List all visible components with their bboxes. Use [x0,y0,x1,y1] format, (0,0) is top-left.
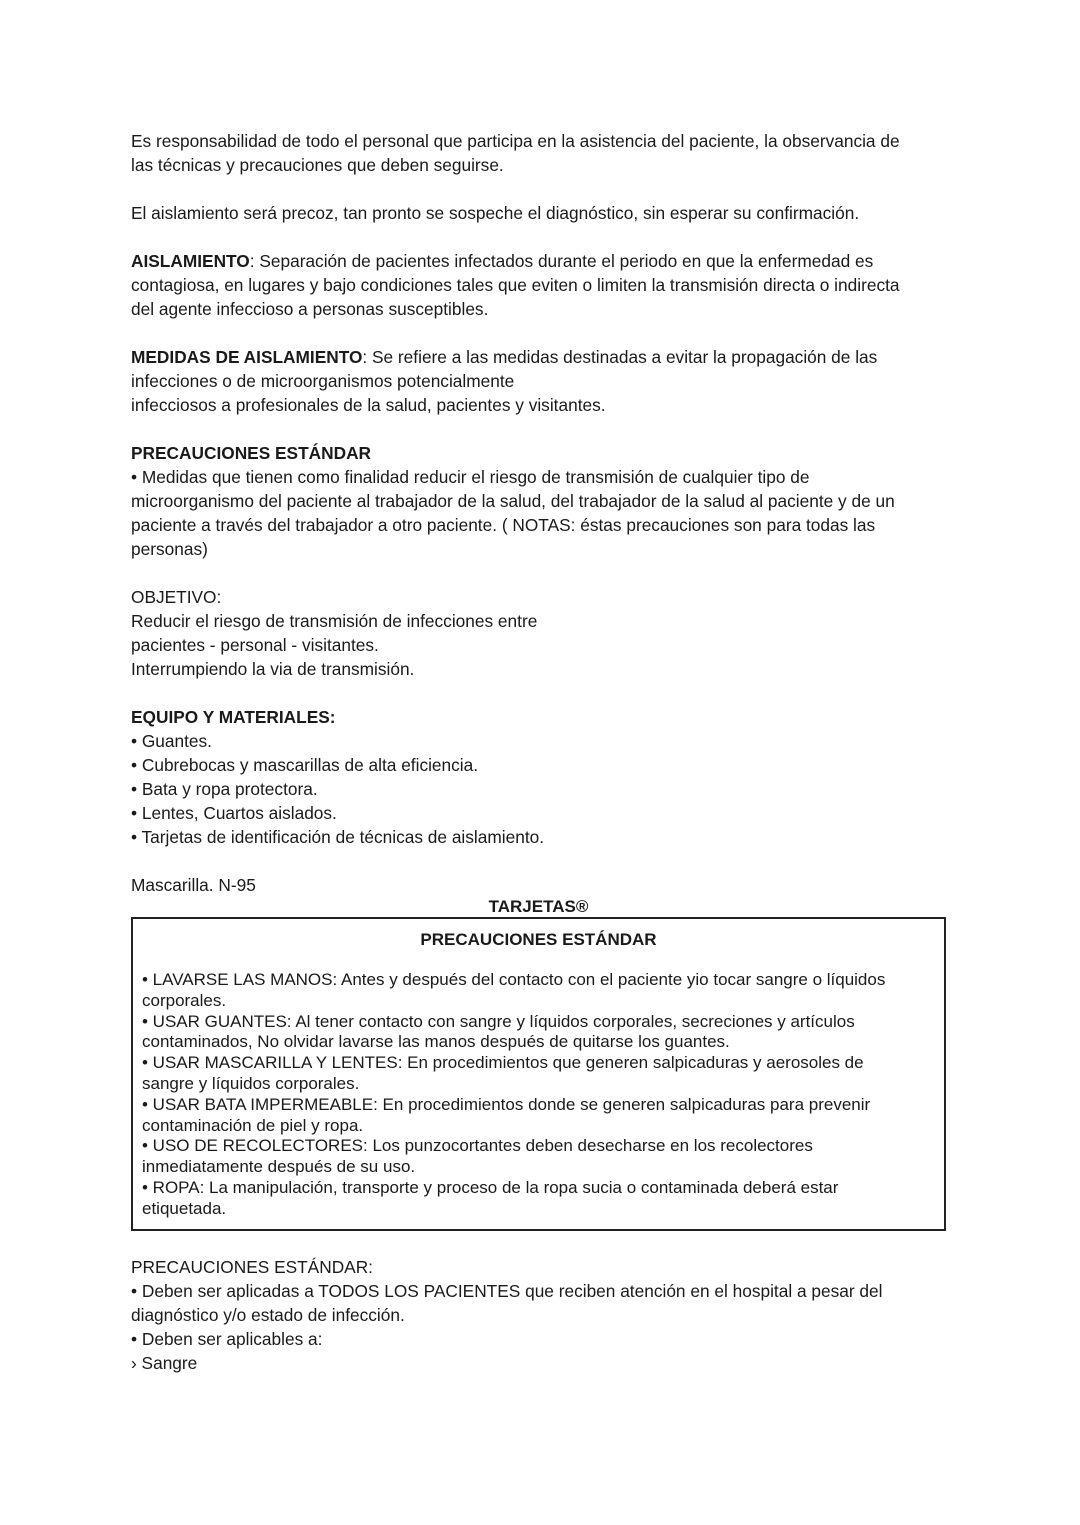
card-title: PRECAUCIONES ESTÁNDAR [420,930,657,949]
card-item [142,1178,935,1220]
text-line: infecciones o de microorganismos potencialmente [131,371,515,391]
text-line: diagnóstico y/o estado de infección. [131,1304,405,1325]
text-line: Reducir el riesgo de transmisión de infecciones entre [131,611,538,631]
text-line: contaminación de piel y ropa. [142,1115,364,1135]
text-line: • Medidas que tienen como finalidad reducir el riesgo de transmisión de cualquier tipo de [131,467,810,487]
text-line: pacientes - personal - visitantes. [131,635,379,655]
text-line: • USAR GUANTES: Al tener contacto con sangre y líquidos corporales, secreciones y artículos [142,1011,855,1031]
medidas-text: : Se refiere a las medidas destinadas a evitar la propagación de las [362,347,878,367]
text-line: Interrumpiendo la via de transmisión. [131,659,415,679]
medidas-definition [131,345,946,417]
equipo-section [131,705,946,849]
precauciones2-heading: PRECAUCIONES ESTÁNDAR: [131,1256,373,1277]
precauciones-section [131,441,946,561]
tarjetas-title: TARJETAS® [488,897,589,916]
text-line: • USAR BATA IMPERMEABLE: En procedimientos donde se generen salpicaduras para prevenir [142,1094,871,1114]
text-line: • USO DE RECOLECTORES: Los punzocortantes deben desecharse en los recolectores [142,1136,813,1156]
list-item: • Guantes. [131,731,212,751]
list-item: • Cubrebocas y mascarillas de alta eficiencia. [131,755,479,775]
text-line: infecciosos a profesionales de la salud, pacientes y visitantes. [131,395,606,415]
text-line [131,345,946,369]
mascarilla-note [131,873,946,897]
card-item [142,1012,935,1054]
precautions-card [131,917,946,1231]
text-line: las técnicas y precauciones que deben seguirse. [131,155,504,175]
equipo-heading: EQUIPO Y MATERIALES: [131,707,336,727]
text-line: paciente a través del trabajador a otro paciente. ( NOTAS: éstas precauciones son para todas las [131,515,876,535]
intro-paragraph [131,129,946,177]
text-line: • USAR MASCARILLA Y LENTES: En procedimientos que generen salpicaduras y aerosoles de [142,1053,864,1073]
card-body [142,970,935,1220]
text-line: etiquetada. [142,1198,227,1218]
text-line: • LAVARSE LAS MANOS: Antes y después del contacto con el paciente yio tocar sangre o líquidos [142,970,886,989]
document-page [131,129,946,1375]
text-line: El aislamiento será precoz, tan pronto se sospeche el diagnóstico, sin esperar su confirmación. [131,203,860,223]
card-item [142,1095,935,1137]
text-line: › Sangre [131,1352,198,1373]
text-line: sangre y líquidos corporales. [142,1073,360,1093]
text-line [131,249,946,273]
aislamiento-definition [131,249,946,321]
text-line: del agente infeccioso a personas susceptibles. [131,299,489,319]
text-line: contaminados, No olvidar lavarse las manos después de quitarse los guantes. [142,1032,730,1052]
card-item [142,1136,935,1178]
text-line: inmediatamente después de su uso. [142,1157,416,1177]
text-line: • ROPA: La manipulación, transporte y proceso de la ropa sucia o contaminada deberá estar [142,1177,839,1197]
card-item [142,970,935,1012]
text-line: Es responsabilidad de todo el personal que participa en la asistencia del paciente, la observancia de [131,131,900,151]
text-line: microorganismo del paciente al trabajador de la salud, del trabajador de la salud al paciente y de un [131,491,895,511]
list-item: • Bata y ropa protectora. [131,779,318,799]
objetivo-section [131,585,946,681]
objetivo-heading: OBJETIVO: [131,587,222,607]
aislamiento-text: : Separación de pacientes infectados durante el periodo en que la enfermedad es [249,251,874,271]
text-line: contagiosa, en lugares y bajo condiciones tales que eviten o limiten la transmisión directa o indirecta [131,275,900,295]
text-line: • Deben ser aplicadas a TODOS LOS PACIENTES que reciben atención en el hospital a pesar del [131,1280,883,1301]
early-isolation-paragraph [131,201,946,225]
card-item [142,1053,935,1095]
list-item: • Lentes, Cuartos aislados. [131,803,337,823]
text-line: • Deben ser aplicables a: [131,1328,323,1349]
medidas-term: MEDIDAS DE AISLAMIENTO [131,347,363,367]
precauciones-applicability [131,1255,946,1375]
aislamiento-term: AISLAMIENTO [131,251,250,271]
list-item: • Tarjetas de identificación de técnicas de aislamiento. [131,827,545,847]
text-line: personas) [131,539,208,559]
text-line: Mascarilla. N-95 [131,875,256,895]
text-line: corporales. [142,990,227,1010]
precauciones-heading: PRECAUCIONES ESTÁNDAR [131,443,372,463]
